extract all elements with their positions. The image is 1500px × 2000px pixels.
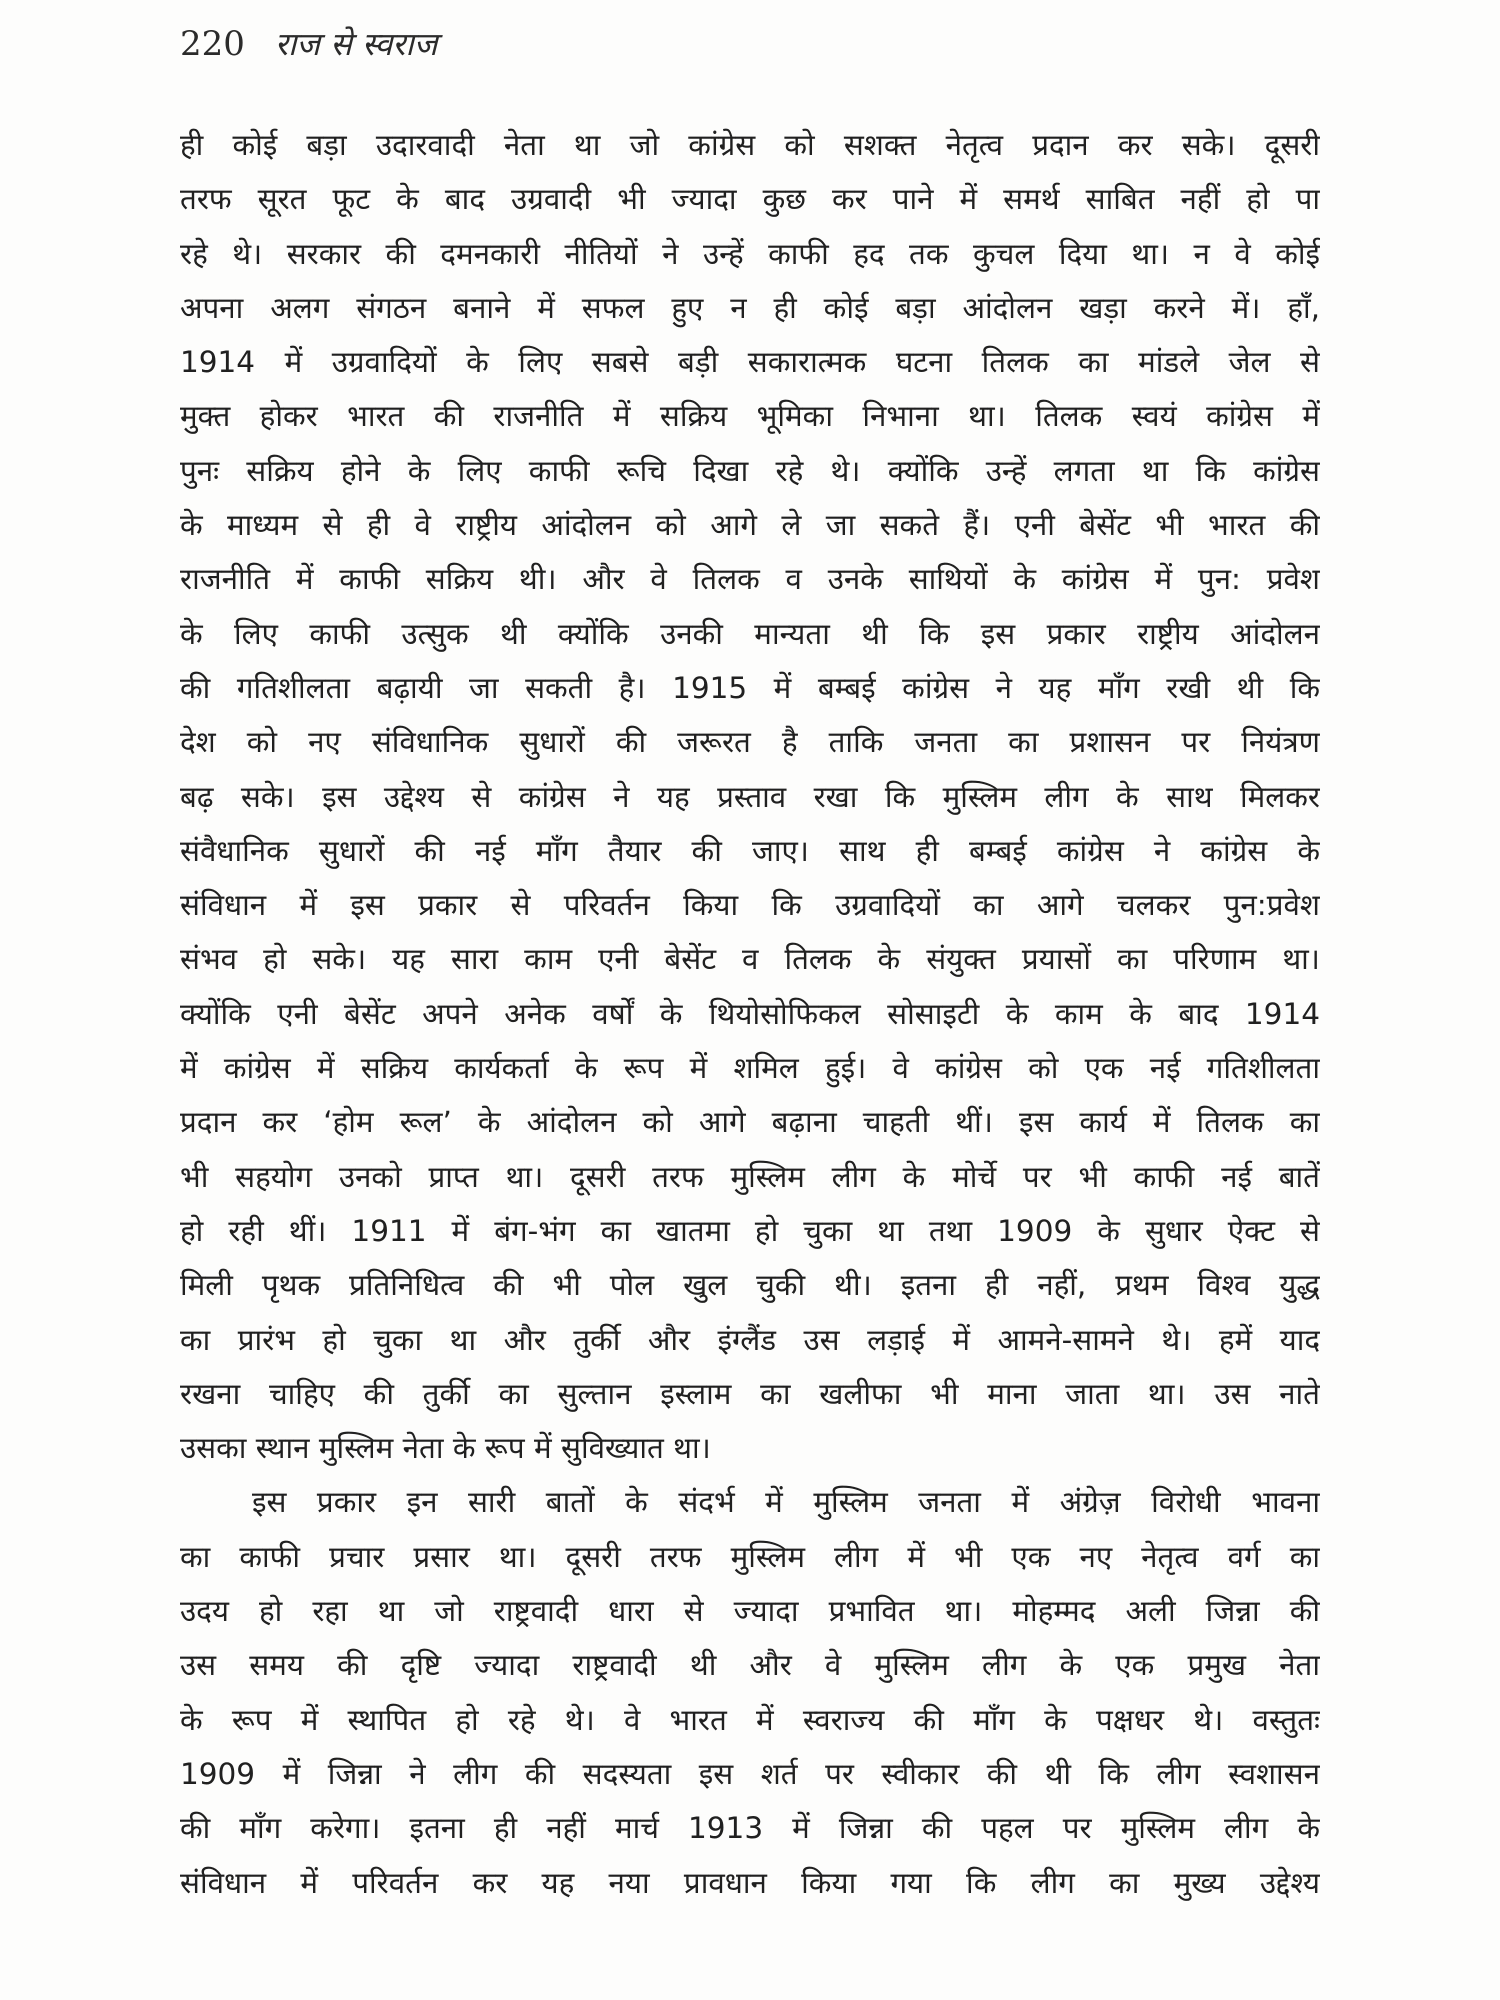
paragraph-1 [180,118,1320,1475]
text-line: 1914 में उग्रवादियों के लिए सबसे बड़ी सकारात्मक घटना तिलक का मांडले जेल से [180,345,1320,380]
page-number: 220 [180,24,245,64]
text-line: में कांग्रेस में सक्रिय कार्यकर्ता के रूप में शमिल हुई। वे कांग्रेस को एक नई गतिशीलता [180,1051,1320,1086]
text-line: संविधान में इस प्रकार से परिवर्तन किया कि उग्रवादियों का आगे चलकर पुन:प्रवेश [180,888,1320,923]
text-line: राजनीति में काफी सक्रिय थी। और वे तिलक व उनके साथियों के कांग्रेस में पुन: प्रवेश [180,562,1320,597]
paragraph-2 [180,1475,1320,1909]
text-line: तरफ सूरत फूट के बाद उग्रवादी भी ज्यादा कुछ कर पाने में समर्थ साबित नहीं हो पा [180,182,1320,217]
text-line: रहे थे। सरकार की दमनकारी नीतियों ने उन्हें काफी हद तक कुचल दिया था। न वे कोई [180,236,1320,271]
text-line: मुक्त होकर भारत की राजनीति में सक्रिय भूमिका निभाना था। तिलक स्वयं कांग्रेस में [180,399,1320,434]
text-line: पुनः सक्रिय होने के लिए काफी रूचि दिखा रहे थे। क्योंकि उन्हें लगता था कि कांग्रेस [180,453,1320,488]
text-line: इस प्रकार इन सारी बातों के संदर्भ में मुस्लिम जनता में अंग्रेज़ विरोधी भावना [252,1485,1320,1520]
text-line: भी सहयोग उनको प्राप्त था। दूसरी तरफ मुस्लिम लीग के मोर्चे पर भी काफी नई बातें [180,1159,1320,1194]
body-text [180,118,1320,1988]
text-line: ही कोई बड़ा उदारवादी नेता था जो कांग्रेस को सशक्त नेतृत्व प्रदान कर सके। दूसरी [180,128,1320,162]
text-line: संभव हो सके। यह सारा काम एनी बेसेंट व तिलक के संयुक्त प्रयासों का परिणाम था। [180,942,1320,977]
text-line: उस समय की दृष्टि ज्यादा राष्ट्रवादी थी और वे मुस्लिम लीग के एक प्रमुख नेता [180,1648,1320,1683]
text-line: का काफी प्रचार प्रसार था। दूसरी तरफ मुस्लिम लीग में भी एक नए नेतृत्व वर्ग का [180,1539,1320,1574]
text-line: उसका स्थान मुस्लिम नेता के रूप में सुविख्यात था। [180,1431,711,1466]
text-line: देश को नए संविधानिक सुधारों की जरूरत है ताकि जनता का प्रशासन पर नियंत्रण [180,725,1320,760]
text-line: प्रदान कर ‘होम रूल’ के आंदोलन को आगे बढ़ाना चाहती थीं। इस कार्य में तिलक का [180,1105,1320,1140]
text-line: के माध्यम से ही वे राष्ट्रीय आंदोलन को आगे ले जा सकते हैं। एनी बेसेंट भी भारत की [180,508,1320,543]
text-line: रखना चाहिए की तुर्की का सुल्तान इस्लाम का खलीफा भी माना जाता था। उस नाते [180,1376,1320,1411]
running-title: राज से स्वराज [274,25,438,63]
text-line: बढ़ सके। इस उद्देश्य से कांग्रेस ने यह प्रस्ताव रखा कि मुस्लिम लीग के साथ मिलकर [180,779,1320,814]
text-line: की गतिशीलता बढ़ायी जा सकती है। 1915 में बम्बई कांग्रेस ने यह माँग रखी थी कि [180,670,1320,705]
text-line: का प्रारंभ हो चुका था और तुर्की और इंग्लैंड उस लड़ाई में आमने-सामने थे। हमें याद [180,1322,1320,1357]
text-line: क्योंकि एनी बेसेंट अपने अनेक वर्षों के थियोसोफिकल सोसाइटी के काम के बाद 1914 [180,996,1320,1031]
text-line: संवैधानिक सुधारों की नई माँग तैयार की जाए। साथ ही बम्बई कांग्रेस ने कांग्रेस के [180,833,1320,868]
text-line: संविधान में परिवर्तन कर यह नया प्रावधान किया गया कि लीग का मुख्य उद्देश्य [180,1865,1320,1900]
text-line: के लिए काफी उत्सुक थी क्योंकि उनकी मान्यता थी कि इस प्रकार राष्ट्रीय आंदोलन [180,616,1320,651]
text-line: की माँग करेगा। इतना ही नहीं मार्च 1913 में जिन्ना की पहल पर मुस्लिम लीग के [180,1811,1320,1846]
page-header [180,22,437,82]
text-line: के रूप में स्थापित हो रहे थे। वे भारत में स्वराज्य की माँग के पक्षधर थे। वस्तुतः [180,1702,1320,1737]
text-line: अपना अलग संगठन बनाने में सफल हुए न ही कोई बड़ा आंदोलन खड़ा करने में। हाँ, [180,290,1320,325]
text-line: उदय हो रहा था जो राष्ट्रवादी धारा से ज्यादा प्रभावित था। मोहम्मद अली जिन्ना की [180,1594,1320,1629]
text-line: 1909 में जिन्ना ने लीग की सदस्यता इस शर्त पर स्वीकार की थी कि लीग स्वशासन [180,1756,1320,1791]
text-line: हो रही थीं। 1911 में बंग-भंग का खातमा हो चुका था तथा 1909 के सुधार ऐक्ट से [180,1213,1320,1248]
text-line: मिली पृथक प्रतिनिधित्व की भी पोल खुल चुकी थी। इतना ही नहीं, प्रथम विश्व युद्ध [180,1268,1320,1303]
